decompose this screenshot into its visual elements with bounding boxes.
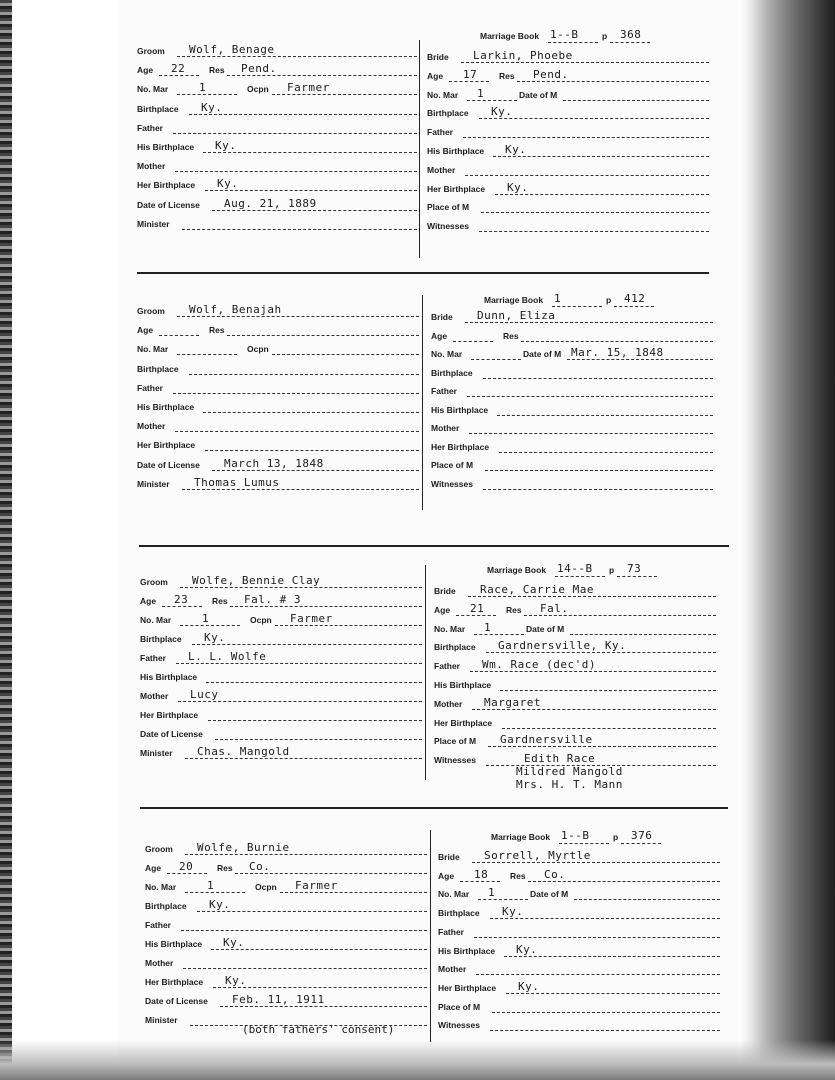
groom-birthplace-label: Birthplace [137, 103, 179, 114]
bride-his-birthplace-line [504, 956, 720, 957]
bride-witnesses-label: Witnesses [427, 221, 469, 232]
witness-name: Mrs. H. T. Mann [516, 778, 623, 792]
bride-birthplace-line [479, 118, 709, 119]
groom-groom-label: Groom [140, 577, 168, 587]
page-line [614, 306, 654, 307]
bride-father: Wm. Race (dec'd) [482, 658, 596, 672]
groom-ocpn-line [275, 625, 422, 626]
bride-no-mar: 1 [477, 86, 485, 100]
groom-age: 20 [179, 860, 194, 873]
bride-mother-label: Mother [434, 698, 463, 709]
bride-father-label: Father [427, 127, 453, 138]
groom-his-birthplace-line [206, 682, 422, 683]
groom-father-label: Father [137, 382, 163, 393]
bride-res: Fal. [540, 601, 569, 615]
bride-date-of-m-label: Date of M [526, 623, 565, 634]
groom-his-birthplace-label: His Birthplace [137, 142, 195, 152]
bride-her-birthplace-line [495, 194, 709, 195]
groom-res: Co. [249, 860, 271, 873]
bride-age-line [453, 341, 493, 342]
groom-father-label: Father [137, 122, 163, 133]
groom-minister-label: Minister [145, 1015, 178, 1025]
groom-her-birthplace-line [208, 720, 422, 721]
groom-age-line [159, 335, 199, 336]
bride-age: 17 [463, 67, 478, 81]
groom-age-label: Age [137, 65, 154, 76]
bride-father-label: Father [438, 926, 464, 937]
bride-place-of-m-label: Place of M [438, 1001, 481, 1012]
bride-her-birthplace: Ky. [507, 180, 529, 194]
groom-mother-line [175, 171, 417, 172]
page-label: p [609, 565, 615, 575]
groom-father-label: Father [140, 653, 166, 663]
marriage-record [0, 0, 835, 270]
bride-his-birthplace-label: His Birthplace [427, 146, 485, 156]
groom-no-mar-line [177, 354, 237, 355]
bride-name: Race, Carrie Mae [480, 583, 594, 596]
groom-mother-label: Mother [137, 421, 166, 432]
groom-minister-label: Minister [137, 218, 170, 229]
groom-no-mar-line [177, 94, 237, 95]
groom-her-birthplace-label: Her Birthplace [137, 180, 196, 191]
groom-father: L. L. Wolfe [188, 650, 267, 663]
groom-res-line [230, 606, 422, 607]
bride-age-label: Age [438, 870, 455, 881]
marriage-book-line [559, 843, 609, 844]
groom-no-mar: 1 [199, 81, 207, 95]
marriage-book-label: Marriage Book [491, 832, 551, 842]
bride-mother-label: Mother [427, 164, 456, 175]
bride-no-mar: 1 [484, 620, 492, 634]
groom-minister-line [185, 758, 422, 759]
bride-age-label: Age [427, 70, 444, 81]
groom-his-birthplace-line [211, 949, 427, 950]
bride-res: Pend. [533, 67, 569, 81]
bride-place-of-m-line [492, 1012, 720, 1013]
groom-his-birthplace-line [203, 412, 419, 413]
bride-date-of-m-line [563, 100, 709, 101]
bride-no-mar-line [471, 359, 521, 360]
groom-no-mar-line [185, 892, 245, 893]
bride-witnesses-label: Witnesses [431, 478, 473, 489]
groom-age-label: Age [145, 863, 162, 873]
bride-his-birthplace-line [497, 415, 713, 416]
bride-bride-line [472, 862, 720, 863]
groom-name: Wolf, Benage [189, 43, 275, 56]
bride-name: Larkin, Phoebe [473, 49, 573, 62]
bride-name: Sorrell, Myrtle [484, 849, 591, 862]
bride-res-line [517, 81, 709, 82]
witness-name: Edith Race [524, 752, 596, 766]
groom-groom-line [177, 316, 419, 317]
bride-witnesses-label: Witnesses [434, 755, 476, 766]
bride-age-label: Age [434, 604, 451, 615]
bride-his-birthplace-label: His Birthplace [438, 945, 496, 956]
groom-groom-label: Groom [137, 306, 165, 316]
bride-her-birthplace-label: Her Birthplace [434, 717, 493, 728]
bride-bride-line [461, 62, 709, 63]
groom-birthplace: Ky. [204, 631, 226, 644]
groom-date-of-license: March 13, 1848 [224, 456, 324, 470]
bride-no-mar-line [467, 100, 517, 101]
bride-father-line [470, 671, 716, 672]
groom-birthplace-label: Birthplace [145, 901, 187, 911]
groom-father-label: Father [145, 920, 171, 930]
groom-name: Wolf, Benajah [189, 303, 282, 316]
bride-date-of-m-line [574, 899, 720, 900]
consent-note: (both fathers' consent) [242, 1023, 395, 1036]
bride-birthplace: Ky. [502, 905, 524, 919]
groom-res: Pend. [241, 62, 277, 76]
marriage-book-label: Marriage Book [487, 565, 547, 575]
groom-age: 23 [174, 593, 189, 606]
groom-date-of-license-line [220, 1006, 427, 1007]
bride-no-mar-line [478, 899, 528, 900]
marriage-record [0, 808, 835, 1078]
marriage-book-line [548, 42, 598, 43]
bride-birthplace-label: Birthplace [438, 908, 480, 919]
groom-birthplace-line [189, 374, 419, 375]
bride-age-line [449, 81, 489, 82]
groom-mother-line [183, 968, 427, 969]
bride-bride-label: Bride [431, 312, 453, 322]
page-number: 412 [624, 292, 646, 305]
groom-ocpn-label: Ocpn [247, 84, 269, 95]
bride-her-birthplace-label: Her Birthplace [438, 982, 497, 993]
groom-ocpn-label: Ocpn [247, 344, 269, 355]
groom-ocpn-line [272, 354, 419, 355]
bride-birthplace: Gardnersville, Ky. [498, 639, 627, 653]
groom-age: 22 [171, 62, 186, 76]
groom-birthplace-line [197, 911, 427, 912]
column-divider [419, 40, 420, 258]
groom-ocpn-label: Ocpn [255, 882, 277, 892]
marriage-book-number: 1--B [550, 28, 579, 41]
groom-minister-label: Minister [140, 748, 173, 758]
groom-mother-label: Mother [137, 161, 166, 172]
bride-mother-line [465, 175, 709, 176]
bride-res-line [528, 881, 720, 882]
bride-no-mar-label: No. Mar [431, 349, 463, 359]
groom-no-mar-label: No. Mar [140, 615, 172, 625]
groom-father-line [181, 930, 427, 931]
bride-birthplace-label: Birthplace [427, 108, 469, 119]
groom-res-label: Res [209, 65, 225, 76]
groom-her-birthplace-line [205, 450, 419, 451]
bride-name: Dunn, Eliza [477, 309, 556, 322]
groom-age-label: Age [137, 325, 154, 336]
bride-his-birthplace-label: His Birthplace [434, 680, 492, 690]
bride-place-of-m-label: Place of M [431, 460, 474, 470]
bride-birthplace-line [490, 918, 720, 919]
marriage-book-line [555, 576, 605, 577]
bride-no-mar: 1 [488, 886, 496, 900]
groom-no-mar-line [180, 625, 240, 626]
groom-minister-label: Minister [137, 478, 170, 489]
groom-his-birthplace: Ky. [223, 936, 245, 949]
bride-res-label: Res [506, 604, 522, 615]
bride-mother-label: Mother [431, 423, 460, 433]
bride-no-mar-line [474, 634, 524, 635]
bride-no-mar-label: No. Mar [434, 623, 466, 634]
bride-birthplace: Ky. [491, 105, 513, 119]
groom-her-birthplace: Ky. [225, 974, 247, 987]
groom-age-label: Age [140, 596, 157, 606]
groom-birthplace: Ky. [201, 100, 223, 114]
column-divider [430, 830, 431, 1042]
bride-age: 21 [470, 601, 485, 615]
page-line [621, 843, 661, 844]
bride-place-of-m-line [481, 212, 709, 213]
groom-res-line [235, 873, 427, 874]
bride-birthplace-line [483, 378, 713, 379]
bride-bride-line [468, 596, 716, 597]
groom-groom-line [185, 854, 427, 855]
bride-witnesses-line [479, 231, 709, 232]
bride-mother: Margaret [484, 695, 541, 709]
bride-witnesses-label: Witnesses [438, 1020, 480, 1031]
groom-age-line [162, 606, 202, 607]
groom-date-of-license-label: Date of License [137, 459, 200, 470]
page-line [610, 42, 650, 43]
page-label: p [606, 295, 612, 305]
bride-age-label: Age [431, 330, 448, 341]
bride-mother-line [469, 433, 713, 434]
groom-groom-label: Groom [137, 46, 165, 56]
bride-his-birthplace-label: His Birthplace [431, 404, 489, 415]
bride-mother-line [472, 709, 716, 710]
bride-witnesses-line [483, 489, 713, 490]
bride-his-birthplace: Ky. [505, 143, 527, 156]
bride-date-of-m-label: Date of M [523, 349, 562, 359]
bride-father-line [467, 396, 713, 397]
groom-groom-label: Groom [145, 844, 173, 854]
groom-ocpn-line [272, 94, 417, 95]
groom-his-birthplace-label: His Birthplace [140, 672, 198, 682]
bride-age-line [460, 881, 500, 882]
page-number: 376 [631, 829, 653, 842]
bride-no-mar-label: No. Mar [427, 89, 459, 100]
groom-res-label: Res [212, 596, 228, 606]
groom-his-birthplace-line [203, 152, 417, 153]
bride-place-of-m-line [488, 746, 716, 747]
groom-minister-line [182, 489, 419, 490]
groom-res-line [227, 75, 417, 76]
column-divider [422, 295, 423, 510]
bride-place-of-m-label: Place of M [427, 202, 470, 213]
groom-her-birthplace-label: Her Birthplace [145, 977, 204, 987]
record-divider [137, 272, 709, 274]
groom-date-of-license: Feb. 11, 1911 [232, 993, 325, 1006]
groom-name: Wolfe, Burnie [197, 841, 290, 854]
bride-res-label: Res [499, 70, 515, 81]
bride-date-of-m-line [567, 359, 713, 360]
page-number: 368 [620, 28, 642, 41]
bride-res-line [521, 341, 713, 342]
bride-bride-label: Bride [427, 52, 449, 62]
groom-ocpn-line [280, 892, 427, 893]
marriage-record [0, 545, 835, 815]
bride-place-of-m: Gardnersville [500, 733, 593, 747]
bride-mother-label: Mother [438, 964, 467, 975]
groom-date-of-license-line [212, 470, 419, 471]
marriage-book-label: Marriage Book [480, 31, 540, 41]
groom-no-mar-label: No. Mar [137, 84, 169, 95]
marriage-book-number: 14--B [557, 562, 593, 575]
groom-groom-line [177, 56, 417, 57]
bride-birthplace-label: Birthplace [431, 367, 473, 378]
bride-no-mar-label: No. Mar [438, 889, 470, 900]
groom-father-line [173, 393, 419, 394]
bride-date-of-m-label: Date of M [519, 89, 558, 100]
groom-date-of-license-label: Date of License [140, 729, 203, 739]
bride-father-label: Father [431, 386, 457, 396]
bride-her-birthplace-label: Her Birthplace [427, 183, 486, 194]
marriage-book-label: Marriage Book [484, 295, 544, 305]
groom-father-line [173, 133, 417, 134]
groom-birthplace-label: Birthplace [140, 634, 182, 644]
groom-birthplace: Ky. [209, 898, 231, 911]
bride-his-birthplace-line [500, 690, 716, 691]
groom-date-of-license-line [212, 210, 417, 211]
groom-birthplace-line [192, 644, 422, 645]
marriage-record [0, 275, 835, 545]
bride-bride-label: Bride [438, 852, 460, 862]
groom-his-birthplace: Ky. [215, 139, 237, 152]
groom-her-birthplace-line [205, 190, 417, 191]
groom-res-label: Res [209, 325, 225, 336]
bride-date-of-m-line [570, 634, 716, 635]
bride-her-birthplace-line [502, 728, 716, 729]
bride-her-birthplace-line [506, 993, 720, 994]
bride-date-of-m: Mar. 15, 1848 [571, 346, 664, 359]
groom-res-line [227, 335, 419, 336]
page-line [617, 576, 657, 577]
groom-mother-label: Mother [145, 958, 174, 968]
bride-her-birthplace-line [499, 452, 713, 453]
bride-father-line [463, 137, 709, 138]
bride-res-label: Res [510, 870, 526, 881]
bride-res-line [524, 615, 716, 616]
groom-ocpn-label: Ocpn [250, 615, 272, 625]
bride-father-line [474, 937, 720, 938]
groom-mother-line [178, 701, 422, 702]
groom-res-label: Res [217, 863, 233, 873]
marriage-book-number: 1--B [561, 829, 590, 842]
bride-witnesses-line [490, 1030, 720, 1031]
bride-bride-line [465, 322, 713, 323]
groom-mother-line [175, 431, 419, 432]
bride-bride-label: Bride [434, 586, 456, 596]
groom-date-of-license: Aug. 21, 1889 [224, 196, 317, 210]
groom-his-birthplace-label: His Birthplace [137, 402, 195, 412]
marriage-book-line [552, 306, 602, 307]
page-label: p [602, 31, 608, 41]
groom-mother-label: Mother [140, 691, 169, 701]
bride-res-label: Res [503, 330, 519, 341]
groom-father-line [176, 663, 422, 664]
groom-no-mar-label: No. Mar [137, 344, 169, 355]
groom-date-of-license-line [215, 739, 422, 740]
groom-mother: Lucy [190, 688, 219, 701]
groom-date-of-license-label: Date of License [137, 199, 200, 210]
bride-age-line [456, 615, 496, 616]
groom-age-line [159, 75, 199, 76]
groom-birthplace-line [189, 114, 417, 115]
groom-groom-line [180, 587, 422, 588]
groom-her-birthplace-label: Her Birthplace [137, 440, 196, 451]
bride-his-birthplace-line [493, 156, 709, 157]
page-number: 73 [627, 562, 642, 575]
bride-date-of-m-label: Date of M [530, 889, 569, 900]
groom-her-birthplace-label: Her Birthplace [140, 710, 199, 720]
bride-age: 18 [474, 867, 489, 881]
groom-minister: Thomas Lumus [194, 475, 280, 489]
groom-minister-line [182, 229, 417, 230]
marriage-book-number: 1 [554, 292, 562, 305]
column-divider [425, 565, 426, 780]
bride-birthplace-line [486, 652, 716, 653]
groom-name: Wolfe, Bennie Clay [192, 574, 321, 587]
groom-date-of-license-label: Date of License [145, 996, 208, 1006]
groom-ocpn: Farmer [295, 879, 338, 892]
groom-no-mar: 1 [207, 879, 215, 892]
bride-her-birthplace-label: Her Birthplace [431, 441, 490, 452]
bride-his-birthplace: Ky. [516, 942, 538, 956]
groom-no-mar-label: No. Mar [145, 882, 177, 892]
bride-mother-line [476, 974, 720, 975]
bride-father-label: Father [434, 661, 460, 672]
groom-res: Fal. # 3 [244, 593, 301, 606]
groom-no-mar: 1 [202, 612, 210, 625]
groom-birthplace-label: Birthplace [137, 363, 179, 374]
bride-res: Co. [544, 867, 566, 881]
witness-name: Mildred Mangold [516, 765, 623, 779]
page-label: p [613, 832, 619, 842]
groom-ocpn: Farmer [290, 612, 333, 625]
groom-her-birthplace: Ky. [217, 177, 239, 191]
bride-place-of-m-line [485, 470, 713, 471]
groom-her-birthplace-line [213, 987, 427, 988]
bride-place-of-m-label: Place of M [434, 736, 477, 747]
groom-ocpn: Farmer [287, 81, 330, 95]
bride-birthplace-label: Birthplace [434, 642, 476, 653]
groom-his-birthplace-label: His Birthplace [145, 939, 203, 949]
groom-age-line [167, 873, 207, 874]
bride-her-birthplace: Ky. [518, 979, 540, 993]
groom-minister: Chas. Mangold [197, 745, 290, 758]
